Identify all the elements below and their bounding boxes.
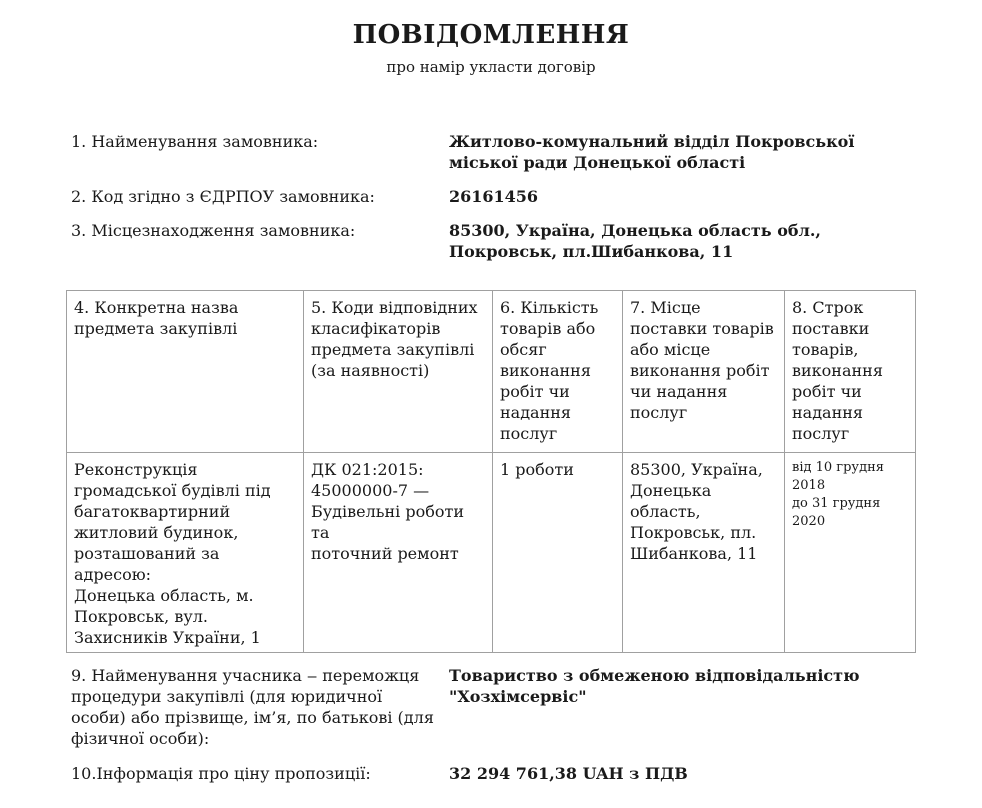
header-line: виконання — [792, 361, 883, 380]
header-line: виконання — [500, 361, 591, 380]
header-line: поставки — [792, 319, 870, 338]
cell-line: 1 роботи — [500, 460, 574, 479]
customer-address-line: 85300, Україна, Донецька область обл., — [449, 221, 821, 240]
edrpou-label: 2. Код згідно з ЄДРПОУ замовника: — [71, 187, 375, 206]
cell-line: Будівельні роботи та — [311, 502, 465, 542]
header-line: поставки товарів — [630, 319, 774, 338]
cell-line: багатоквартирний — [74, 502, 231, 521]
cell-term — [785, 453, 916, 653]
cell-line: поточний ремонт — [311, 544, 459, 563]
price-label: 10.Інформація про ціну пропозиції: — [71, 764, 371, 783]
header-line: обсяг — [500, 340, 547, 359]
price-value: 32 294 761,38 UAH з ПДВ — [449, 764, 688, 783]
cell-subject — [67, 453, 304, 653]
header-cell-quantity — [493, 291, 623, 453]
cell-line: ДК 021:2015: — [311, 460, 424, 479]
edrpou-value: 26161456 — [449, 187, 539, 206]
customer-address-line: Покровськ, пл.Шибанкова, 11 — [449, 242, 734, 261]
header-line: надання — [792, 403, 864, 422]
cell-line: Захисників України, 1 — [74, 628, 261, 647]
cell-line: Донецька область, м. — [74, 586, 254, 605]
header-line: 5. Коди відповідних — [311, 298, 478, 317]
header-line: (за наявності) — [311, 361, 430, 380]
customer-name-line: Житлово-комунальний відділ Покровської — [449, 132, 855, 151]
winner-value-line: "Хозхімсервіс" — [449, 687, 587, 706]
cell-line: область, — [630, 502, 701, 521]
header-line: предмета закупівлі — [311, 340, 475, 359]
customer-name-label: 1. Найменування замовника: — [71, 132, 319, 151]
cell-place — [623, 453, 785, 653]
cell-line: розташований за адресою: — [74, 544, 220, 584]
table-row — [67, 453, 916, 653]
customer-address-value — [449, 220, 821, 262]
header-line: 7. Місце — [630, 298, 701, 317]
header-line: надання — [500, 403, 572, 422]
winner-label-line: особи) або прізвище, ім’я, по батькові (для — [71, 708, 434, 727]
header-line: послуг — [792, 424, 850, 443]
header-line: товарів, — [792, 340, 859, 359]
header-cell-place — [623, 291, 785, 453]
header-line: предмета закупівлі — [74, 319, 238, 338]
winner-value — [449, 665, 860, 707]
customer-name-line: міської ради Донецької області — [449, 153, 746, 172]
cell-line: житловий будинок, — [74, 523, 239, 542]
header-line: робіт чи — [792, 382, 862, 401]
cell-line: 2020 — [792, 514, 826, 529]
header-line: послуг — [500, 424, 558, 443]
header-line: 4. Конкретна назва — [74, 298, 239, 317]
procurement-table — [66, 290, 916, 653]
winner-label-line: 9. Найменування учасника ‒ переможця — [71, 666, 420, 685]
cell-line: 85300, Україна, — [630, 460, 763, 479]
header-line: або місце — [630, 340, 711, 359]
cell-line: Покровськ, пл. — [630, 523, 757, 542]
header-cell-term — [785, 291, 916, 453]
cell-line: до 31 грудня — [792, 496, 881, 511]
cell-line: Покровськ, вул. — [74, 607, 208, 626]
winner-label-line: фізичної особи): — [71, 729, 210, 748]
cell-line: Реконструкція — [74, 460, 198, 479]
cell-line: громадської будівлі під — [74, 481, 271, 500]
customer-name-value — [449, 131, 854, 173]
header-cell-codes — [304, 291, 493, 453]
winner-label — [71, 665, 434, 749]
page-subtitle: про намір укласти договір — [386, 58, 596, 76]
customer-address-label: 3. Місцезнаходження замовника: — [71, 221, 356, 240]
header-line: 8. Строк — [792, 298, 864, 317]
header-line: робіт чи — [500, 382, 570, 401]
cell-line: Шибанкова, 11 — [630, 544, 758, 563]
header-line: чи надання — [630, 382, 728, 401]
cell-codes — [304, 453, 493, 653]
cell-line: 45000000-7 — — [311, 481, 430, 500]
cell-line: від 10 грудня — [792, 460, 884, 475]
winner-label-line: процедури закупівлі (для юридичної — [71, 687, 383, 706]
cell-quantity — [493, 453, 623, 653]
header-line: виконання робіт — [630, 361, 770, 380]
table-header-row — [67, 291, 916, 453]
winner-value-line: Товариство з обмеженою відповідальністю — [449, 666, 860, 685]
header-cell-subject — [67, 291, 304, 453]
header-line: 6. Кількість — [500, 298, 599, 317]
cell-line: Донецька — [630, 481, 712, 500]
page-title: ПОВІДОМЛЕННЯ — [352, 20, 630, 50]
header-line: товарів або — [500, 319, 596, 338]
header-line: класифікаторів — [311, 319, 441, 338]
cell-line: 2018 — [792, 478, 826, 493]
header-line: послуг — [630, 403, 688, 422]
